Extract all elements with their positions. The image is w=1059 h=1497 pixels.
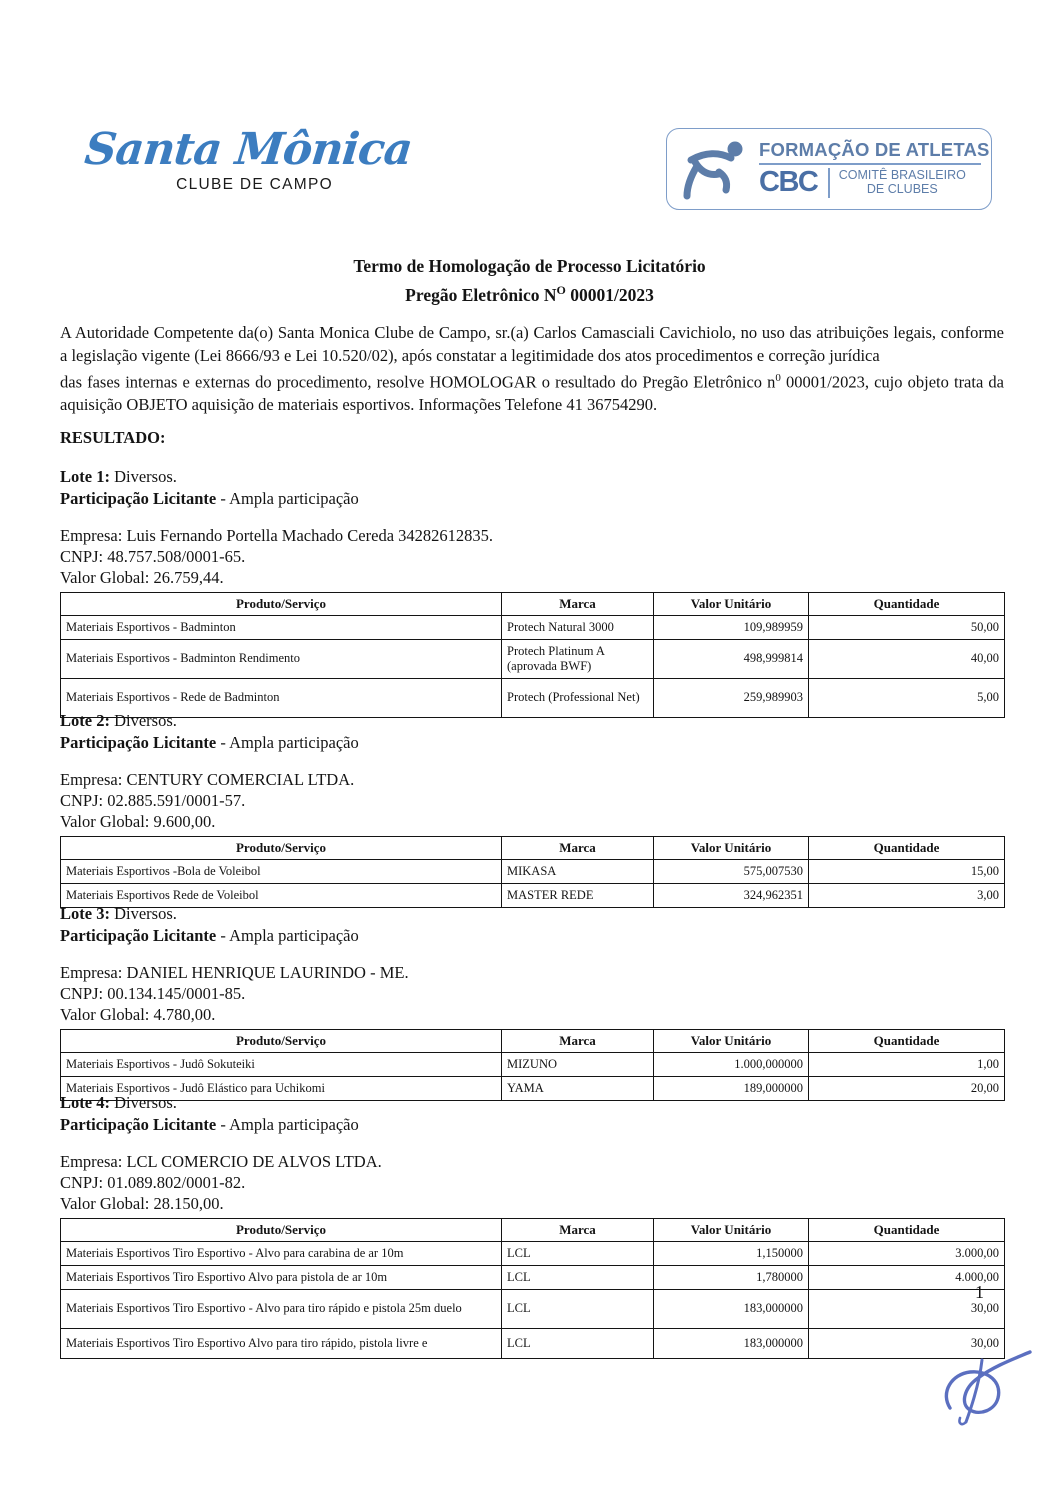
lote-2-cnpj: 02.885.591/0001-57.	[107, 790, 246, 810]
empresa-label: Empresa:	[60, 769, 123, 789]
cell-quantidade: 20,00	[809, 1076, 1005, 1100]
cell-produto: Materiais Esportivos -Bola de Voleibol	[61, 859, 502, 883]
col-marca: Marca	[502, 1218, 654, 1241]
cell-produto: Materiais Esportivos Tiro Esportivo - Alvo para carabina de ar 10m	[61, 1241, 502, 1265]
cnpj-label: CNPJ:	[60, 983, 104, 1003]
cbc-tagline: FORMAÇÃO DE ATLETAS	[759, 139, 990, 160]
lote-4-label: Lote 4:	[60, 1093, 110, 1112]
table-row	[61, 1241, 1005, 1265]
lote-4-meta	[60, 1151, 1004, 1215]
lote-2-empresa-line	[60, 769, 1004, 790]
cell-valor: 575,007530	[654, 859, 809, 883]
cell-valor: 324,962351	[654, 883, 809, 907]
lote-1-empresa-line	[60, 525, 1004, 546]
cnpj-label: CNPJ:	[60, 790, 104, 810]
cell-quantidade: 15,00	[809, 859, 1005, 883]
cell-quantidade: 3,00	[809, 883, 1005, 907]
cbc-logo	[666, 128, 992, 210]
lote-2-meta	[60, 769, 1004, 833]
cell-produto: Materiais Esportivos - Badminton Rendimento	[61, 639, 502, 678]
homologation-text-b: 00001/2023, cujo objeto trata da aquisição OBJETO aquisição de materiais esportivos. Informações Telefone 41 36754290.	[60, 372, 1004, 415]
cell-valor: 109,989959	[654, 615, 809, 639]
lote-1-participacao	[60, 488, 1004, 510]
cell-produto: Materiais Esportivos Rede de Voleibol	[61, 883, 502, 907]
cnpj-label: CNPJ:	[60, 1172, 104, 1192]
col-quantidade: Quantidade	[809, 1029, 1005, 1052]
lote-1-table	[60, 592, 1005, 718]
cell-marca: MIZUNO	[502, 1052, 654, 1076]
table-header-row	[61, 836, 1005, 859]
table-row	[61, 1289, 1005, 1328]
lote-2-valor-global: 9.600,00.	[153, 812, 216, 832]
lote-3-descriptor: Diversos.	[109, 904, 177, 923]
cell-marca: LCL	[502, 1328, 654, 1358]
cbc-fullname	[839, 169, 966, 195]
lote-2-table	[60, 836, 1005, 908]
empresa-label: Empresa:	[60, 1151, 123, 1171]
col-marca: Marca	[502, 1029, 654, 1052]
lote-1-participacao-value: - Ampla participação	[216, 488, 359, 508]
handwritten-signature	[930, 1330, 1040, 1440]
lote-4-cnpj-line	[60, 1172, 1004, 1193]
table-header-row	[61, 1218, 1005, 1241]
lote-1-meta	[60, 525, 1004, 589]
document-subtitle	[0, 283, 1059, 306]
cell-produto: Materiais Esportivos Tiro Esportivo Alvo para pistola de ar 10m	[61, 1265, 502, 1289]
cell-marca: Protech Platinum A (aprovada BWF)	[502, 639, 654, 678]
running-athlete-icon	[681, 138, 753, 200]
lote-3-valor-line	[60, 1004, 1004, 1025]
santa-monica-logo	[82, 124, 415, 213]
empresa-label: Empresa:	[60, 962, 123, 982]
col-quantidade: Quantidade	[809, 1218, 1005, 1241]
lote-2-participacao	[60, 732, 1004, 754]
cell-produto: Materiais Esportivos Tiro Esportivo - Alvo para tiro rápido e pistola 25m duelo	[61, 1289, 502, 1328]
page-number: 1	[975, 1282, 984, 1302]
lote-3-valor-global: 4.780,00.	[153, 1005, 216, 1025]
col-marca: Marca	[502, 836, 654, 859]
empresa-label: Empresa:	[60, 525, 123, 545]
lote-1-empresa: Luis Fernando Portella Machado Cereda 34282612835.	[126, 525, 494, 545]
subtitle-prefix: Pregão Eletrônico N	[405, 284, 557, 305]
lote-1-title	[60, 466, 1004, 488]
lote-block-3	[60, 903, 1004, 1101]
intro-paragraph: A Autoridade Competente da(o) Santa Monica Clube de Campo, sr.(a) Carlos Camasciali Cavichiolo, no uso das atribuições legais, conforme a legislação vigente (Lei 8666/93 e Lei 10.520/02), após constatar a legitimidade dos atos procedimentos e correção jurídica	[60, 323, 1004, 365]
cell-produto: Materiais Esportivos Tiro Esportivo Alvo para tiro rápido, pistola livre e	[61, 1328, 502, 1358]
cell-valor: 1,780000	[654, 1265, 809, 1289]
cell-quantidade: 40,00	[809, 639, 1005, 678]
cbc-fullname-line2: DE CLUBES	[866, 181, 938, 196]
document-title: Termo de Homologação de Processo Licitatório	[353, 256, 706, 276]
table-header-row	[61, 592, 1005, 615]
table-row	[61, 1265, 1005, 1289]
lote-2-participacao-label: Participação Licitante	[60, 732, 217, 752]
lote-block-1	[60, 466, 1004, 718]
col-produto: Produto/Serviço	[61, 592, 502, 615]
cbc-logo-text	[759, 138, 990, 199]
lote-4-participacao	[60, 1114, 1004, 1136]
lote-4-participacao-value: - Ampla participação	[216, 1114, 359, 1134]
homologation-text-a: das fases internas e externas do procedimento, resolve HOMOLOGAR o resultado do Pregão Eletrônico n	[60, 372, 776, 392]
lote-3-cnpj: 00.134.145/0001-85.	[107, 983, 246, 1003]
cbc-mark-row	[759, 168, 983, 198]
lote-4-cnpj: 01.089.802/0001-82.	[107, 1172, 246, 1192]
col-marca: Marca	[502, 592, 654, 615]
lote-4-valor-line	[60, 1193, 1004, 1214]
cell-marca: LCL	[502, 1241, 654, 1265]
lote-2-cnpj-line	[60, 790, 1004, 811]
lote-1-descriptor: Diversos.	[109, 467, 177, 486]
cell-produto: Materiais Esportivos - Judô Elástico para Uchikomi	[61, 1076, 502, 1100]
valor-global-label: Valor Global:	[60, 1005, 150, 1025]
lote-1-cnpj-line	[60, 546, 1004, 567]
lote-1-cnpj: 48.757.508/0001-65.	[107, 546, 246, 566]
cbc-vertical-separator	[828, 168, 829, 198]
col-valor: Valor Unitário	[654, 1218, 809, 1241]
table-row	[61, 639, 1005, 678]
lote-4-table	[60, 1218, 1005, 1359]
lote-2-empresa: CENTURY COMERCIAL LTDA.	[126, 769, 355, 789]
cell-valor: 498,999814	[654, 639, 809, 678]
lote-2-descriptor: Diversos.	[109, 711, 177, 730]
lote-3-label: Lote 3:	[60, 904, 110, 923]
cell-quantidade: 1,00	[809, 1052, 1005, 1076]
lote-1-label: Lote 1:	[60, 467, 110, 486]
lote-3-empresa: DANIEL HENRIQUE LAURINDO - ME.	[126, 962, 409, 982]
lote-3-participacao-value: - Ampla participação	[216, 925, 359, 945]
cell-valor: 259,989903	[654, 678, 809, 717]
lote-block-4	[60, 1092, 1004, 1350]
cell-marca: LCL	[502, 1289, 654, 1328]
document-header	[0, 0, 1059, 230]
lote-3-table	[60, 1029, 1005, 1101]
cell-quantidade: 3.000,00	[809, 1241, 1005, 1265]
cell-quantidade: 30,00	[809, 1328, 1005, 1358]
lote-4-title	[60, 1092, 1004, 1114]
cell-marca: Protech Natural 3000	[502, 615, 654, 639]
resultado-heading: RESULTADO:	[60, 428, 166, 447]
lote-3-meta	[60, 962, 1004, 1026]
lote-2-label: Lote 2:	[60, 711, 110, 730]
lote-1-valor-global: 26.759,44.	[153, 568, 224, 588]
santa-monica-wordmark: Santa Mônica	[82, 124, 415, 175]
cell-quantidade: 5,00	[809, 678, 1005, 717]
cell-valor: 1,150000	[654, 1241, 809, 1265]
cell-quantidade: 50,00	[809, 615, 1005, 639]
cell-valor: 189,000000	[654, 1076, 809, 1100]
cell-valor: 183,000000	[654, 1289, 809, 1328]
table-row	[61, 1328, 1005, 1358]
cell-valor: 1.000,000000	[654, 1052, 809, 1076]
valor-global-label: Valor Global:	[60, 568, 150, 588]
table-header-row	[61, 1029, 1005, 1052]
santa-monica-subtitle: CLUBE DE CAMPO	[176, 176, 333, 193]
cell-produto: Materiais Esportivos - Rede de Badminton	[61, 678, 502, 717]
cell-marca: LCL	[502, 1265, 654, 1289]
valor-global-label: Valor Global:	[60, 812, 150, 832]
col-produto: Produto/Serviço	[61, 836, 502, 859]
cell-marca: MIKASA	[502, 859, 654, 883]
lote-2-title	[60, 710, 1004, 732]
col-produto: Produto/Serviço	[61, 1029, 502, 1052]
cell-produto: Materiais Esportivos - Judô Sokuteiki	[61, 1052, 502, 1076]
lote-4-empresa-line	[60, 1151, 1004, 1172]
lote-4-descriptor: Diversos.	[109, 1093, 177, 1112]
col-valor: Valor Unitário	[654, 836, 809, 859]
table-row	[61, 615, 1005, 639]
col-valor: Valor Unitário	[654, 1029, 809, 1052]
col-quantidade: Quantidade	[809, 836, 1005, 859]
cell-quantidade: 4.000,00	[809, 1265, 1005, 1289]
homologation-paragraph	[60, 371, 1004, 417]
lote-block-2	[60, 710, 1004, 908]
lote-3-cnpj-line	[60, 983, 1004, 1004]
lote-4-participacao-label: Participação Licitante	[60, 1114, 217, 1134]
cbc-fullname-line1: COMITÊ BRASILEIRO	[838, 168, 966, 183]
cnpj-label: CNPJ:	[60, 546, 104, 566]
cell-valor: 183,000000	[654, 1328, 809, 1358]
cell-marca: Protech (Professional Net)	[502, 678, 654, 717]
cell-quantidade: 30,00	[809, 1289, 1005, 1328]
col-valor: Valor Unitário	[654, 592, 809, 615]
subtitle-superscript: O	[556, 283, 566, 297]
lote-3-title	[60, 903, 1004, 925]
cbc-divider-rule	[759, 163, 981, 164]
valor-global-label: Valor Global:	[60, 1194, 150, 1214]
cell-marca: YAMA	[502, 1076, 654, 1100]
lote-4-empresa: LCL COMERCIO DE ALVOS LTDA.	[126, 1151, 382, 1171]
cell-produto: Materiais Esportivos - Badminton	[61, 615, 502, 639]
col-produto: Produto/Serviço	[61, 1218, 502, 1241]
lote-2-valor-line	[60, 811, 1004, 832]
lote-1-participacao-label: Participação Licitante	[60, 488, 217, 508]
lote-2-participacao-value: - Ampla participação	[216, 732, 359, 752]
lote-1-valor-line	[60, 567, 1004, 588]
cbc-monogram: CBC	[759, 166, 818, 199]
cell-marca: MASTER REDE	[502, 883, 654, 907]
col-quantidade: Quantidade	[809, 592, 1005, 615]
lote-3-empresa-line	[60, 962, 1004, 983]
lote-4-valor-global: 28.150,00.	[153, 1194, 224, 1214]
lote-3-participacao	[60, 925, 1004, 947]
lote-3-participacao-label: Participação Licitante	[60, 925, 217, 945]
table-row	[61, 859, 1005, 883]
subtitle-number: 00001/2023	[570, 284, 654, 305]
homologation-superscript: 0	[775, 372, 781, 384]
table-row	[61, 1052, 1005, 1076]
